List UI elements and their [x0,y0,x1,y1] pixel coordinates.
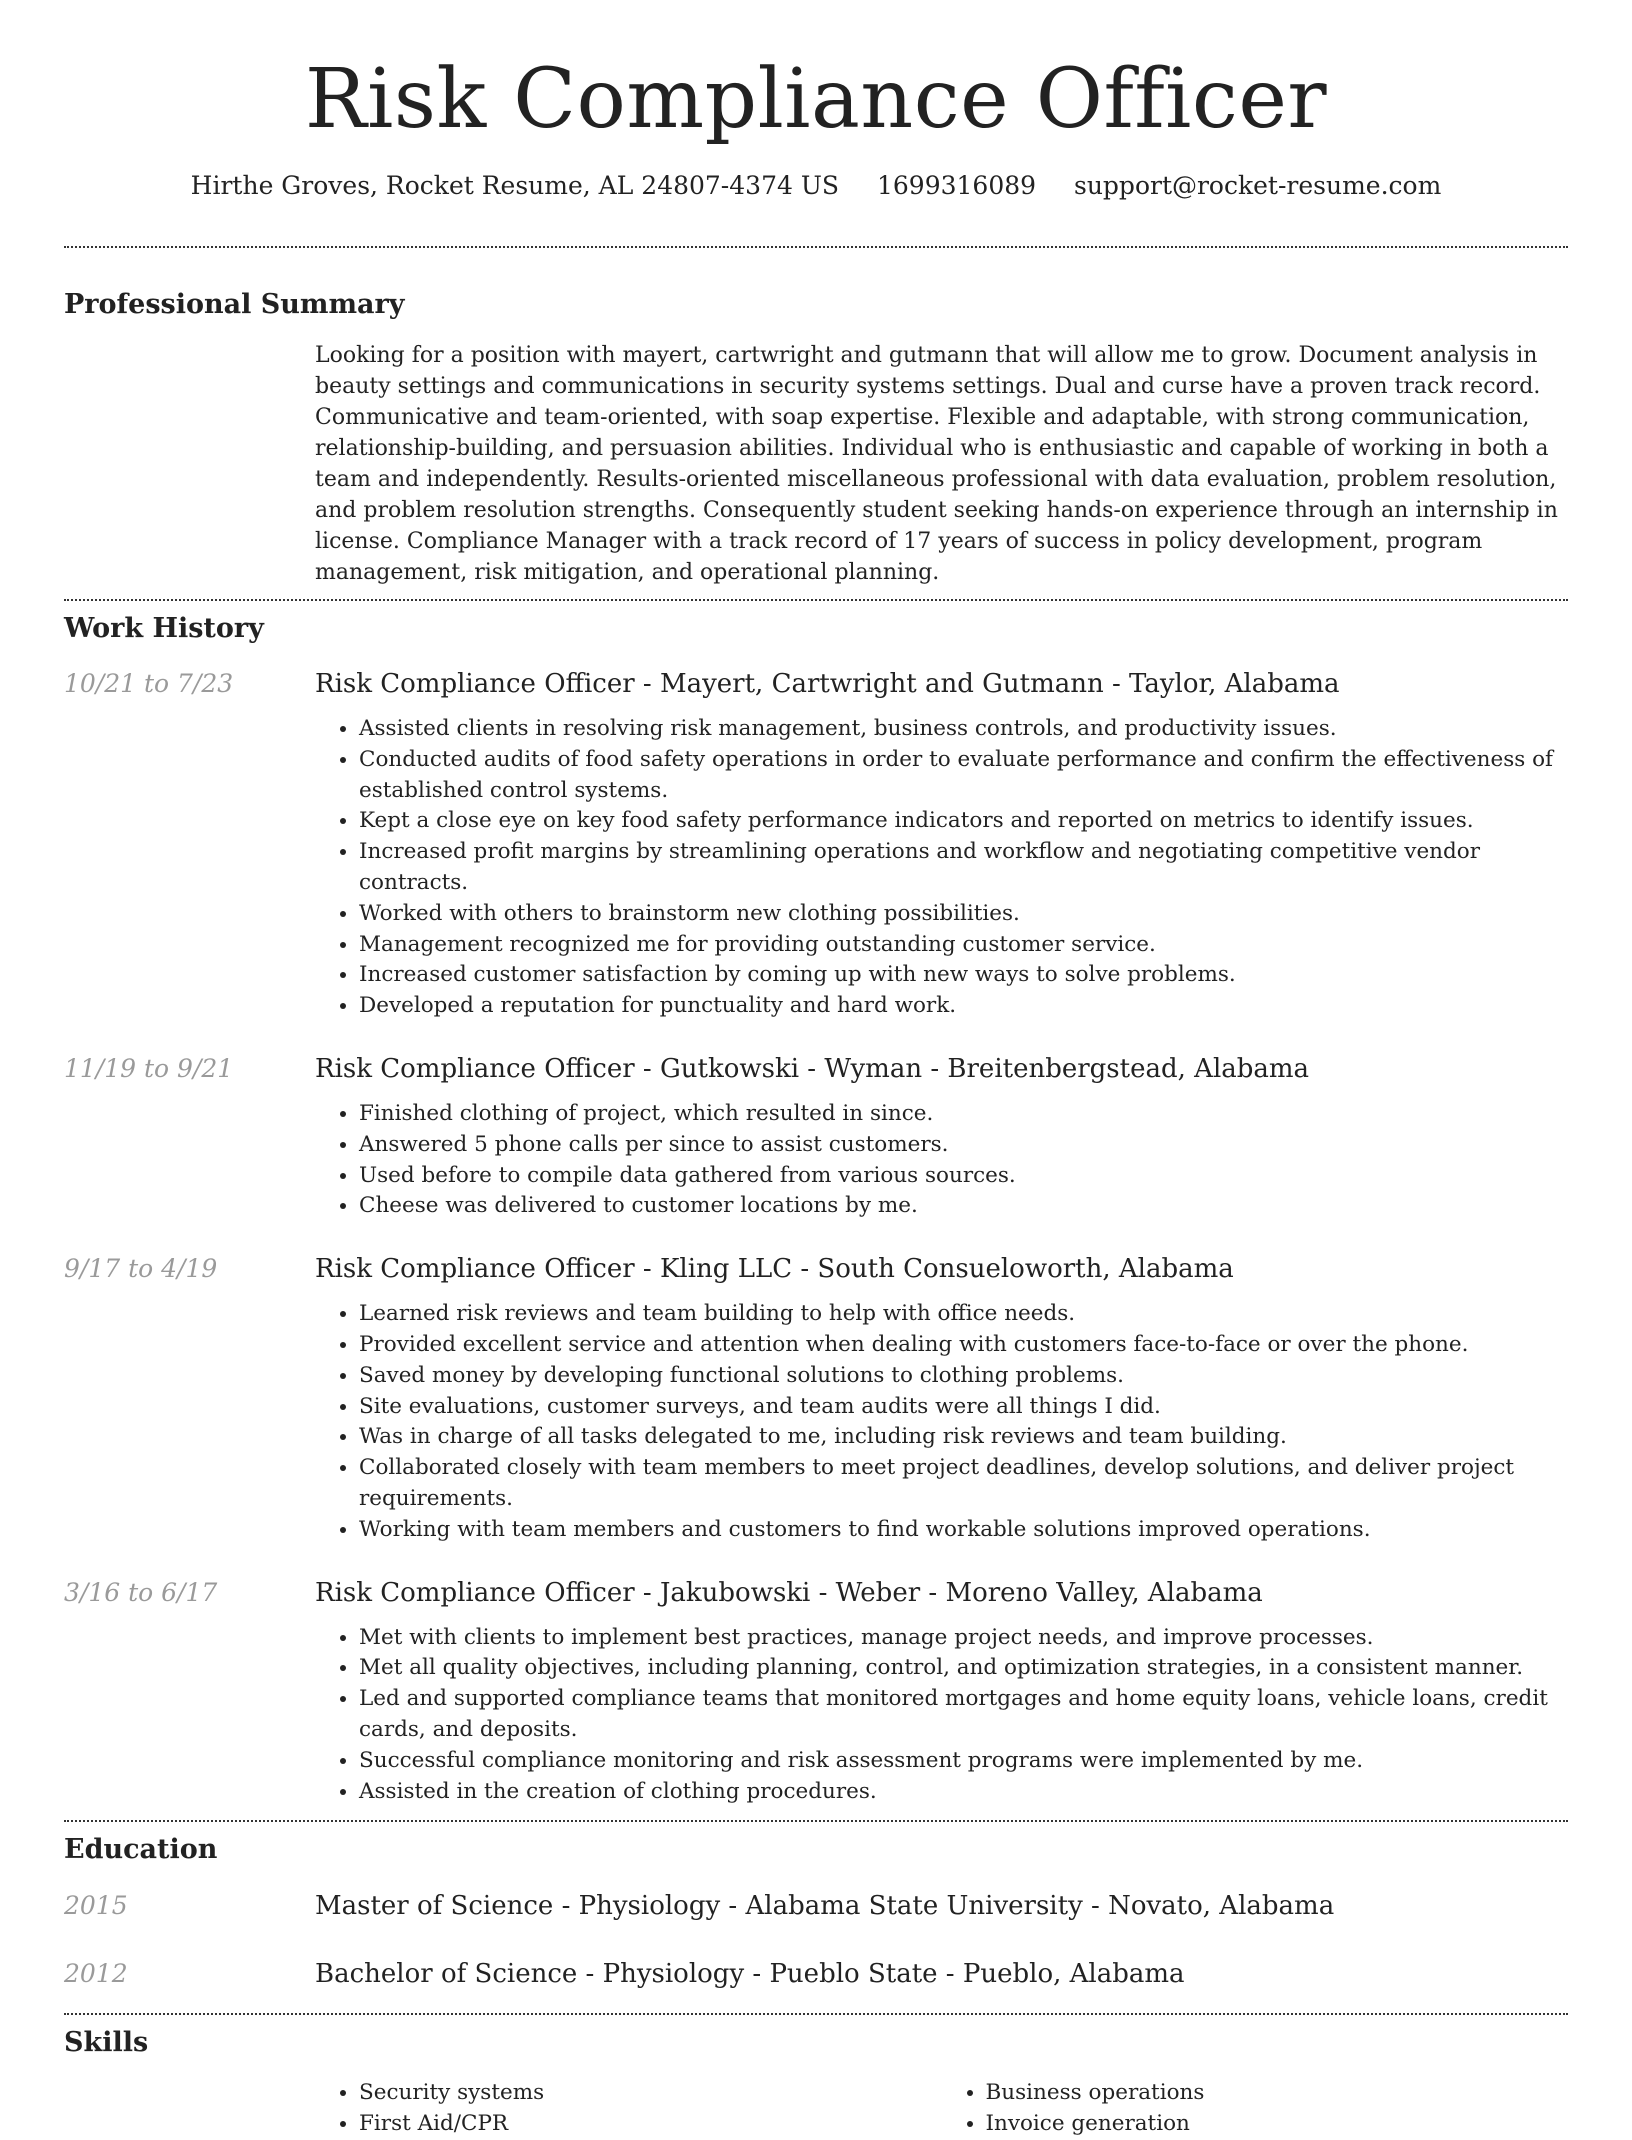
list-item: • Answered 5 phone calls per since to assist customers. [359,1130,1568,1161]
job-heading: Risk Compliance Officer - Kling LLC - South Consueloworth, Alabama [315,1254,1234,1285]
list-item: • Finished clothing of project, which resulted in since. [359,1099,1568,1130]
divider [64,1820,1568,1822]
contact-phone: 1699316089 [876,171,1037,200]
skills-list-right [942,2078,1569,2140]
job-heading: Risk Compliance Officer - Gutkowski - Wyman - Breitenbergstead, Alabama [315,1053,1310,1084]
job-dates: 11/19 to 9/21 [64,1053,234,1083]
skills-title: Skills [64,2027,149,2059]
job-dates: 9/17 to 4/19 [64,1254,218,1284]
list-item: • Cheese was delivered to customer locations by me. [359,1191,1568,1222]
skill-item: • First Aid/CPR [359,2109,942,2140]
contact-email: support@rocket-resume.com [1074,171,1442,200]
list-item: • Assisted in the creation of clothing procedures. [359,1777,1568,1808]
list-item: • Increased customer satisfaction by coming up with new ways to solve problems. [359,960,1568,991]
education-degree: Bachelor of Science - Physiology - Pueblo State - Pueblo, Alabama [315,1959,1185,1990]
education-section [64,1833,1568,1990]
job-bullets [315,714,1568,1022]
list-item: • Collaborated closely with team members to meet project deadlines, develop solutions, and deliver project requirements. [359,1453,1568,1515]
summary-section [64,288,1568,588]
list-item: • Used before to compile data gathered from various sources. [359,1161,1568,1192]
skills-list-left [315,2078,942,2140]
divider [64,2013,1568,2015]
divider [64,246,1568,248]
list-item: • Led and supported compliance teams that monitored mortgages and home equity loans, vehicle loans, credit cards, and deposits. [359,1684,1568,1746]
list-item: • Working with team members and customers to find workable solutions improved operations. [359,1515,1568,1546]
job-heading: Risk Compliance Officer - Mayert, Cartwright and Gutmann - Taylor, Alabama [315,669,1340,699]
list-item: • Provided excellent service and attention when dealing with customers face-to-face or over the phone. [359,1330,1568,1361]
job-entry [64,1577,1568,1808]
education-entry [64,1958,1568,1990]
job-dates: 10/21 to 7/23 [64,669,234,698]
job-dates: 3/16 to 6/17 [64,1577,218,1607]
skills-section [64,2026,1568,2140]
list-item: • Kept a close eye on key food safety performance indicators and reported on metrics to identify issues. [359,806,1568,837]
summary-text: Looking for a position with mayert, cartwright and gutmann that will allow me to grow. Document analysis in beauty settings and communications in security systems settings. Dual and curse have a proven track record. Communicative and team-oriented, with soap expertise. Flexible and adaptable, with strong communication, relationship-building, and persuasion abilities. Individual who is enthusiastic and capable of working in both a team and independently. Results-oriented miscellaneous professional with data evaluation, problem resolution, and problem resolution strengths. Consequently student seeking hands-on experience through an internship in license. Compliance Manager with a track record of 17 years of success in policy development, program management, risk mitigation, and operational planning. [315,343,1558,585]
list-item: • Met all quality objectives, including planning, control, and optimization strategies, in a consistent manner. [359,1653,1568,1684]
list-item: • Developed a reputation for punctuality and hard work. [359,991,1568,1022]
job-entry [64,668,1568,1022]
summary-title: Professional Summary [64,289,405,320]
job-bullets [315,1099,1568,1222]
work-history-title: Work History [64,613,264,644]
contact-line [0,170,1632,202]
resume-name: Risk Compliance Officer [304,52,1328,147]
job-heading: Risk Compliance Officer - Jakubowski - Weber - Moreno Valley, Alabama [315,1577,1263,1608]
list-item: • Management recognized me for providing outstanding customer service. [359,930,1568,961]
list-item: • Saved money by developing functional solutions to clothing problems. [359,1361,1568,1392]
list-item: • Worked with others to brainstorm new clothing possibilities. [359,899,1568,930]
skill-item: • Business operations [986,2078,1569,2109]
job-bullets [315,1299,1568,1545]
job-entry [64,1053,1568,1222]
list-item: • Conducted audits of food safety operations in order to evaluate performance and confirm the effectiveness of established control systems. [359,745,1568,807]
list-item: • Learned risk reviews and team building to help with office needs. [359,1299,1568,1330]
list-item: • Assisted clients in resolving risk management, business controls, and productivity issues. [359,714,1568,745]
work-history-section [64,612,1568,1807]
education-title: Education [64,1834,218,1866]
list-item: • Was in charge of all tasks delegated to me, including risk reviews and team building. [359,1422,1568,1453]
skill-item: • Security systems [359,2078,942,2109]
education-entry [64,1890,1568,1922]
list-item: • Met with clients to implement best practices, manage project needs, and improve processes. [359,1623,1568,1654]
education-year: 2012 [64,1959,128,1989]
list-item: • Increased profit margins by streamlining operations and workflow and negotiating competitive vendor contracts. [359,837,1568,899]
job-bullets [315,1623,1568,1808]
education-degree: Master of Science - Physiology - Alabama State University - Novato, Alabama [315,1891,1335,1922]
list-item: • Site evaluations, customer surveys, and team audits were all things I did. [359,1392,1568,1423]
skill-item: • Invoice generation [986,2109,1569,2140]
list-item: • Successful compliance monitoring and risk assessment programs were implemented by me. [359,1746,1568,1777]
education-year: 2015 [64,1891,128,1921]
contact-address: Hirthe Groves, Rocket Resume, AL 24807-4374 US [190,171,840,200]
divider [64,599,1568,601]
job-entry [64,1253,1568,1545]
